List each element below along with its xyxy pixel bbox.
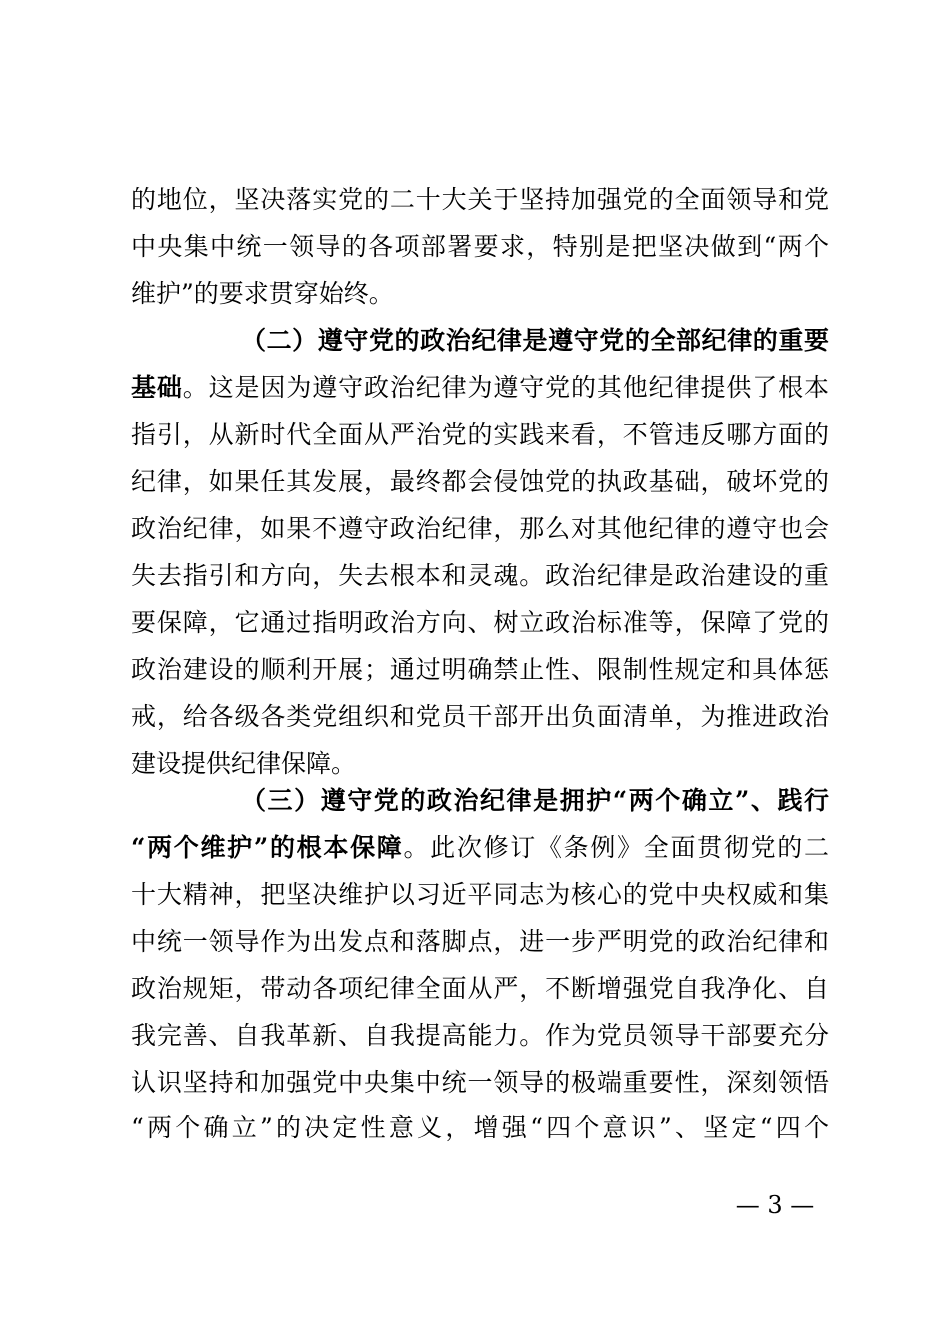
paragraph-3-line-8: “两个确立”的决定性意义，增强“四个意识”、坚定“四个: [131, 1113, 829, 1142]
paragraph-3-line-5: 政治规矩，带动各项纪律全面从严，不断增强党自我净化、自: [131, 974, 829, 1003]
paragraph-3-heading-line-1: （三）遵守党的政治纪律是拥护“两个确立”、践行: [241, 786, 829, 815]
paragraph-2-line-3: 指引，从新时代全面从严治党的实践来看，不管违反哪方面的: [131, 420, 829, 449]
paragraph-1-line-1: 的地位，坚决落实党的二十大关于坚持加强党的全面领导和党: [131, 185, 829, 214]
paragraph-3-line-2: “两个维护”的根本保障。此次修订《条例》全面贯彻党的二: [131, 833, 829, 862]
paragraph-1-line-2: 中央集中统一领导的各项部署要求，特别是把坚决做到“两个: [131, 232, 829, 261]
page-number: — 3 —: [735, 1191, 815, 1219]
paragraph-2-line-8: 政治建设的顺利开展；通过明确禁止性、限制性规定和具体惩: [131, 655, 829, 684]
paragraph-2-line-5: 政治纪律，如果不遵守政治纪律，那么对其他纪律的遵守也会: [131, 514, 829, 543]
paragraph-2-line-4: 纪律，如果任其发展，最终都会侵蚀党的执政基础，破坏党的: [131, 467, 829, 496]
paragraph-3-line-6: 我完善、自我革新、自我提高能力。作为党员领导干部要充分: [131, 1021, 829, 1050]
paragraph-3-line-4: 中统一领导作为出发点和落脚点，进一步严明党的政治纪律和: [131, 927, 829, 956]
paragraph-2-line-7: 要保障，它通过指明政治方向、树立政治标准等，保障了党的: [131, 608, 829, 637]
paragraph-3-line-7: 认识坚持和加强党中央集中统一领导的极端重要性，深刻领悟: [131, 1068, 829, 1097]
paragraph-2-line-10: 建设提供纪律保障。: [131, 749, 357, 778]
paragraph-3-line-3: 十大精神，把坚决维护以习近平同志为核心的党中央权威和集: [131, 880, 829, 909]
paragraph-2-heading-line-1: （二）遵守党的政治纪律是遵守党的全部纪律的重要: [241, 326, 829, 355]
paragraph-2-line-2: 基础。这是因为遵守政治纪律为遵守党的其他纪律提供了根本: [131, 373, 829, 402]
paragraph-2-line-9: 戒，给各级各类党组织和党员干部开出负面清单，为推进政治: [131, 702, 829, 731]
paragraph-2-line-6: 失去指引和方向，失去根本和灵魂。政治纪律是政治建设的重: [131, 561, 829, 590]
paragraph-1-line-3: 维护”的要求贯穿始终。: [131, 279, 394, 308]
